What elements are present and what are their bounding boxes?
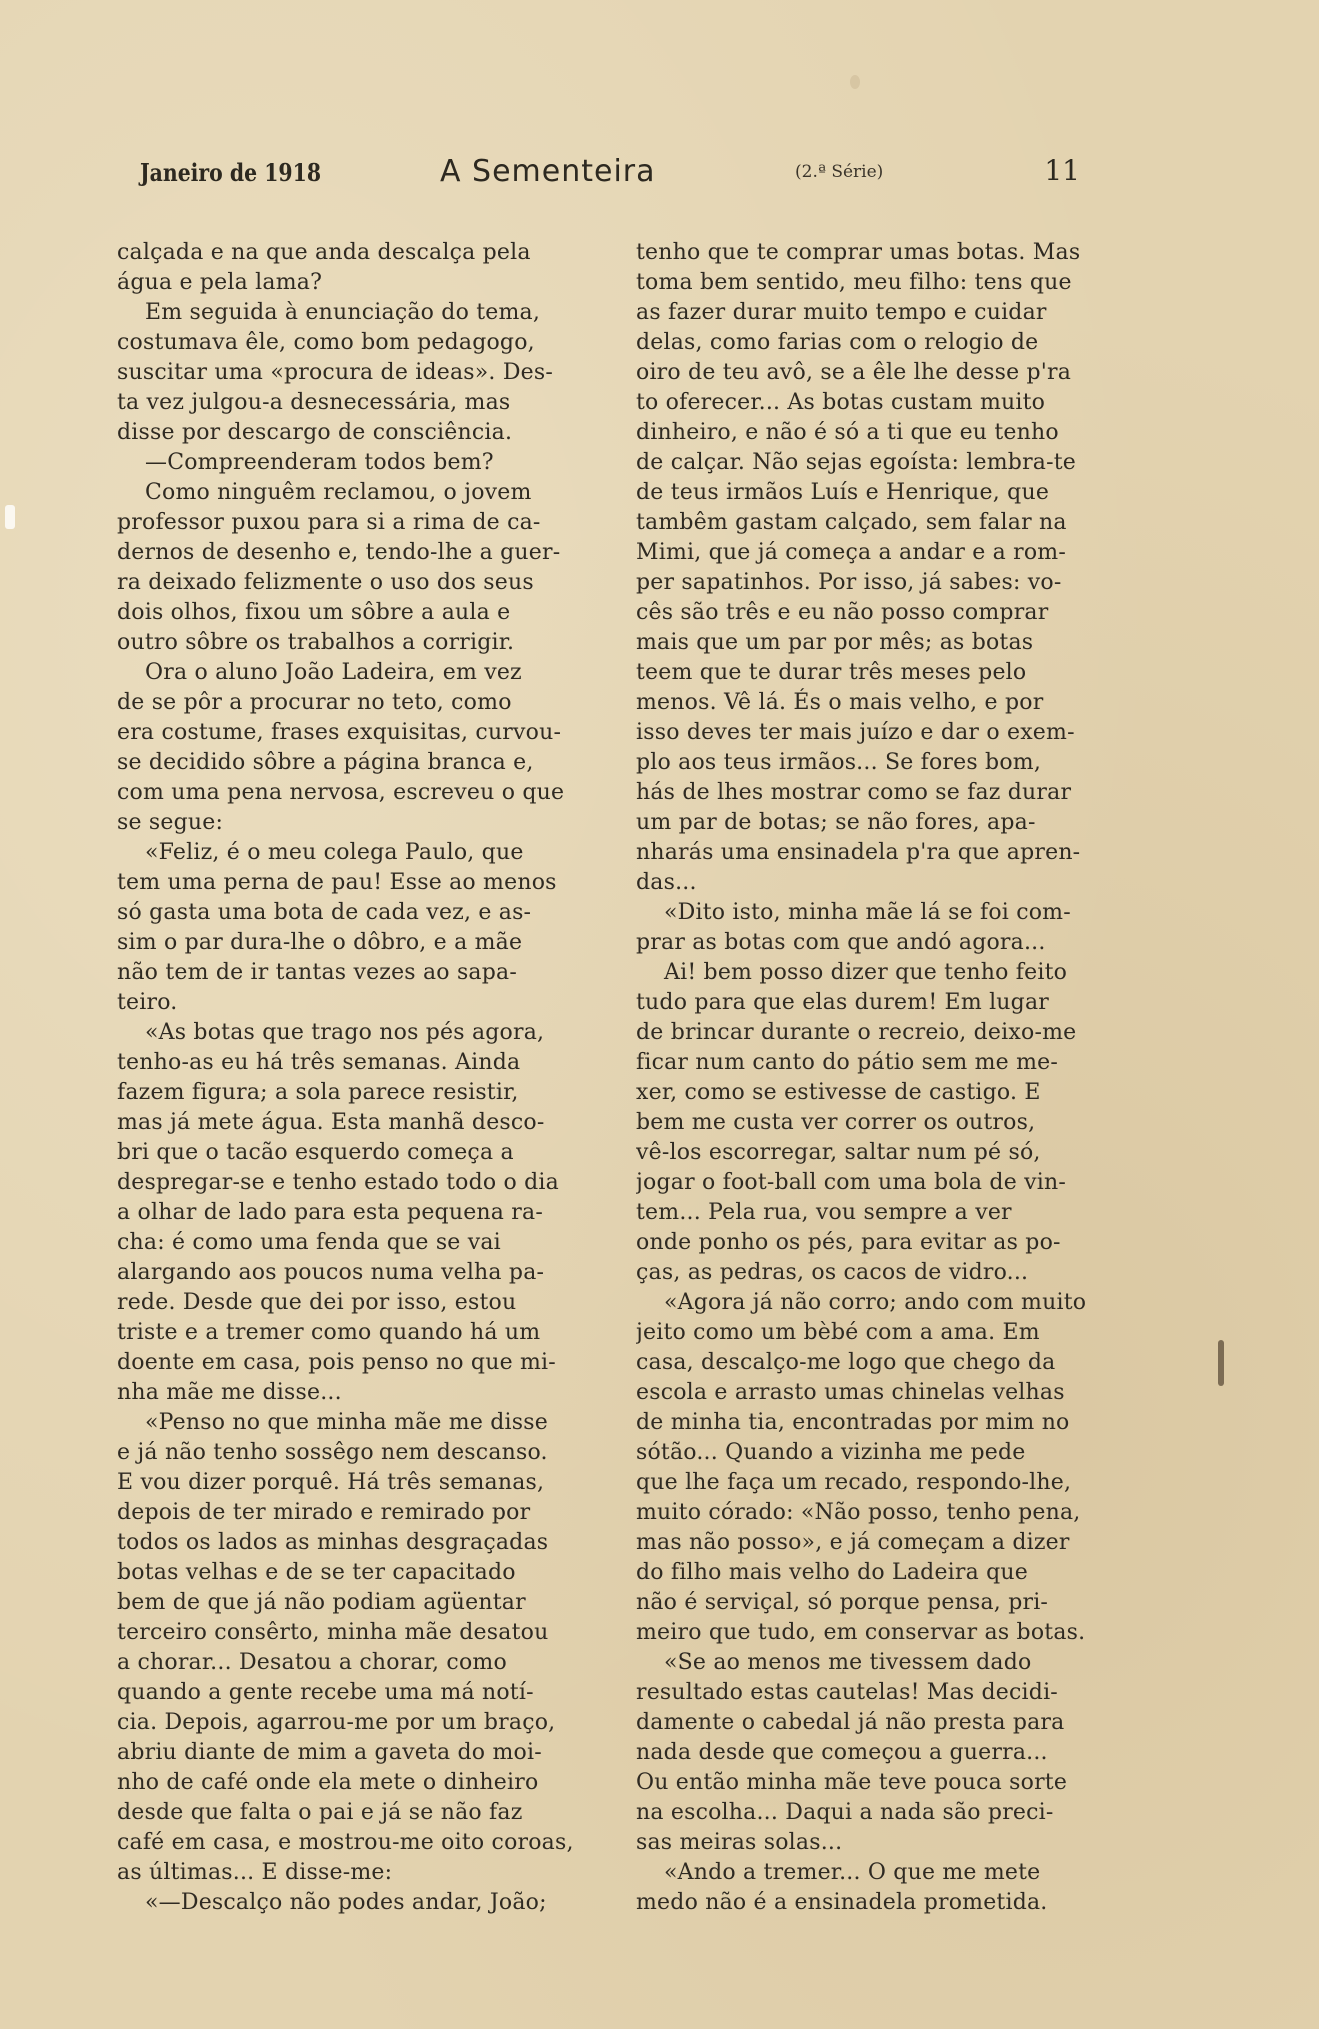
text-line: de teus irmãos Luís e Henrique, que	[636, 480, 1050, 505]
text-line: Mimi, que já começa a andar e a rom-	[636, 540, 1067, 565]
text-line: de se pôr a procurar no teto, como	[117, 690, 512, 715]
text-line: se decidido sôbre a página branca e,	[117, 750, 534, 775]
text-line: doente em casa, pois penso no que mi-	[117, 1350, 556, 1375]
header-date: Janeiro de 1918	[140, 158, 322, 187]
text-line: tenho-as eu há três semanas. Ainda	[117, 1050, 521, 1075]
text-line: de minha tia, encontradas por mim no	[636, 1410, 1070, 1435]
text-line: bem de que já não podiam agüentar	[117, 1590, 526, 1615]
text-line: professor puxou para si a rima de ca-	[117, 510, 541, 535]
text-line: outro sôbre os trabalhos a corrigir.	[117, 630, 515, 655]
text-line: e já não tenho sossêgo nem descanso.	[117, 1440, 548, 1465]
text-line: tudo para que elas durem! Em lugar	[636, 990, 1049, 1015]
text-line: casa, descalço-me logo que chego da	[636, 1350, 1056, 1375]
text-line: as últimas... E disse-me:	[117, 1860, 393, 1885]
text-line: hás de lhes mostrar como se faz durar	[636, 780, 1072, 805]
text-line: damente o cabedal já não presta para	[636, 1710, 1065, 1735]
text-line: triste e a tremer como quando há um	[117, 1320, 541, 1345]
text-line: menos. Vê lá. És o mais velho, e por	[636, 690, 1044, 715]
text-line: «Ando a tremer... O que me mete	[664, 1860, 1041, 1885]
text-line: to oferecer... As botas custam muito	[636, 390, 1046, 415]
text-line: sótão... Quando a vizinha me pede	[636, 1440, 1026, 1465]
text-line: delas, como farias com o relogio de	[636, 330, 1039, 355]
text-line: cha: é como uma fenda que se vai	[117, 1230, 501, 1255]
text-line: de calçar. Não sejas egoísta: lembra-te	[636, 450, 1076, 475]
left-text-column	[117, 238, 587, 1918]
text-line: de brincar durante o recreio, deixo-me	[636, 1020, 1077, 1045]
text-line: «Agora já não corro; ando com muito	[664, 1290, 1087, 1315]
text-line: suscitar uma «procura de ideas». Des-	[117, 360, 554, 385]
text-line: Ai! bem posso dizer que tenho feito	[664, 960, 1068, 985]
text-line: do filho mais velho do Ladeira que	[636, 1560, 1029, 1585]
text-line: se segue:	[117, 810, 224, 835]
text-line: escola e arrasto umas chinelas velhas	[636, 1380, 1065, 1405]
text-line: na escolha... Daqui a nada são preci-	[636, 1800, 1054, 1825]
text-line: «Dito isto, minha mãe lá se foi com-	[664, 900, 1071, 925]
text-line: toma bem sentido, meu filho: tens que	[636, 270, 1072, 295]
text-line: teem que te durar três meses pelo	[636, 660, 1027, 685]
text-line: das...	[636, 870, 697, 895]
ink-spot	[850, 75, 860, 89]
text-line: que lhe faça um recado, respondo-lhe,	[636, 1470, 1072, 1495]
text-line: dernos de desenho e, tendo-lhe a guer-	[117, 540, 561, 565]
text-line: as fazer durar muito tempo e cuidar	[636, 300, 1047, 325]
text-line: era costume, frases exquisitas, curvou-	[117, 720, 562, 745]
text-line: costumava êle, como bom pedagogo,	[117, 330, 535, 355]
text-line: jogar o foot-ball com uma bola de vin-	[636, 1170, 1066, 1195]
text-line: disse por descargo de consciência.	[117, 420, 513, 445]
text-line: todos os lados as minhas desgraçadas	[117, 1530, 549, 1555]
text-line: com uma pena nervosa, escreveu o que	[117, 780, 565, 805]
text-line: não é serviçal, só porque pensa, pri-	[636, 1590, 1049, 1615]
text-line: per sapatinhos. Por isso, já sabes: vo-	[636, 570, 1062, 595]
text-line: depois de ter mirado e remirado por	[117, 1500, 531, 1525]
text-line: ficar num canto do pátio sem me me-	[636, 1050, 1058, 1075]
text-line: oiro de teu avô, se a êle lhe desse p'ra	[636, 360, 1072, 385]
text-line: ta vez julgou-a desnecessária, mas	[117, 390, 511, 415]
text-line: «—Descalço não podes andar, João;	[145, 1890, 547, 1915]
text-line: onde ponho os pés, para evitar as po-	[636, 1230, 1061, 1255]
text-line: sas meiras solas...	[636, 1830, 843, 1855]
text-line: terceiro consêrto, minha mãe desatou	[117, 1620, 549, 1645]
text-line: nharás uma ensinadela p'ra que apren-	[636, 840, 1081, 865]
text-line: nha mãe me disse...	[117, 1380, 342, 1405]
text-line: «Feliz, é o meu colega Paulo, que	[145, 840, 524, 865]
text-line: nada desde que começou a guerra...	[636, 1740, 1048, 1765]
text-line: «Se ao menos me tivessem dado	[664, 1650, 1032, 1675]
text-line: prar as botas com que andó agora...	[636, 930, 1046, 955]
text-line: teiro.	[117, 990, 178, 1015]
page-tear	[5, 505, 15, 529]
text-line: mas não posso», e já começam a dizer	[636, 1530, 1070, 1555]
text-line: Ou então minha mãe teve pouca sorte	[636, 1770, 1068, 1795]
text-line: não tem de ir tantas vezes ao sapa-	[117, 960, 517, 985]
text-line: dinheiro, e não é só a ti que eu tenho	[636, 420, 1059, 445]
text-line: bri que o tacão esquerdo começa a	[117, 1140, 514, 1165]
text-line: água e pela lama?	[117, 270, 323, 295]
text-line: «As botas que trago nos pés agora,	[145, 1020, 545, 1045]
text-line: Em seguida à enunciação do tema,	[145, 300, 541, 325]
text-line: a olhar de lado para esta pequena ra-	[117, 1200, 543, 1225]
text-line: abriu diante de mim a gaveta do moi-	[117, 1740, 542, 1765]
text-line: fazem figura; a sola parece resistir,	[117, 1080, 519, 1105]
text-line: despregar-se e tenho estado todo o dia	[117, 1170, 559, 1195]
text-line: E vou dizer porquê. Há três semanas,	[117, 1470, 545, 1495]
text-line: vê-los escorregar, saltar num pé só,	[636, 1140, 1041, 1165]
ink-mark	[1218, 1340, 1224, 1386]
text-line: Como ninguêm reclamou, o jovem	[145, 480, 532, 505]
text-line: rede. Desde que dei por isso, estou	[117, 1290, 517, 1315]
text-line: ra deixado felizmente o uso dos seus	[117, 570, 534, 595]
text-line: jeito como um bèbé com a ama. Em	[636, 1320, 1040, 1345]
text-line: mais que um par por mês; as botas	[636, 630, 1034, 655]
text-line: nho de café onde ela mete o dinheiro	[117, 1770, 539, 1795]
text-line: cia. Depois, agarrou-me por um braço,	[117, 1710, 556, 1735]
text-line: desde que falta o pai e já se não faz	[117, 1800, 523, 1825]
text-line: cês são três e eu não posso comprar	[636, 600, 1049, 625]
text-line: alargando aos poucos numa velha pa-	[117, 1260, 545, 1285]
text-line: calçada e na que anda descalça pela	[117, 240, 531, 265]
publication-title: A Sementeira	[440, 154, 656, 189]
text-line: tambêm gastam calçado, sem falar na	[636, 510, 1067, 535]
text-line: ças, as pedras, os cacos de vidro...	[636, 1260, 1029, 1285]
text-line: Ora o aluno João Ladeira, em vez	[145, 660, 522, 685]
text-line: tem... Pela rua, vou sempre a ver	[636, 1200, 1012, 1225]
page-header	[140, 148, 1080, 198]
text-line: sim o par dura-lhe o dôbro, e a mãe	[117, 930, 523, 955]
right-text-column	[636, 238, 1106, 1918]
text-line: isso deves ter mais juízo e dar o exem-	[636, 720, 1075, 745]
text-line: medo não é a ensinadela prometida.	[636, 1890, 1048, 1915]
text-line: meiro que tudo, em conservar as botas.	[636, 1620, 1086, 1645]
text-line: dois olhos, fixou um sôbre a aula e	[117, 600, 511, 625]
text-line: mas já mete água. Esta manhã desco-	[117, 1110, 545, 1135]
text-line: quando a gente recebe uma má notí-	[117, 1680, 534, 1705]
text-line: um par de botas; se não fores, apa-	[636, 810, 1036, 835]
text-line: só gasta uma bota de cada vez, e as-	[117, 900, 532, 925]
text-line: xer, como se estivesse de castigo. E	[636, 1080, 1041, 1105]
text-line: plo aos teus irmãos... Se fores bom,	[636, 750, 1042, 775]
series-label: (2.ª Série)	[795, 162, 884, 182]
text-line: muito córado: «Não posso, tenho pena,	[636, 1500, 1081, 1525]
text-line: —Compreenderam todos bem?	[145, 450, 494, 475]
text-line: a chorar... Desatou a chorar, como	[117, 1650, 507, 1675]
text-line: resultado estas cautelas! Mas decidi-	[636, 1680, 1058, 1705]
text-line: tem uma perna de pau! Esse ao menos	[117, 870, 557, 895]
text-line: café em casa, e mostrou-me oito coroas,	[117, 1830, 574, 1855]
text-line: botas velhas e de se ter capacitado	[117, 1560, 516, 1585]
text-line: tenho que te comprar umas botas. Mas	[636, 240, 1081, 265]
page-number: 11	[1044, 154, 1080, 187]
text-line: «Penso no que minha mãe me disse	[145, 1410, 548, 1435]
text-line: bem me custa ver correr os outros,	[636, 1110, 1036, 1135]
